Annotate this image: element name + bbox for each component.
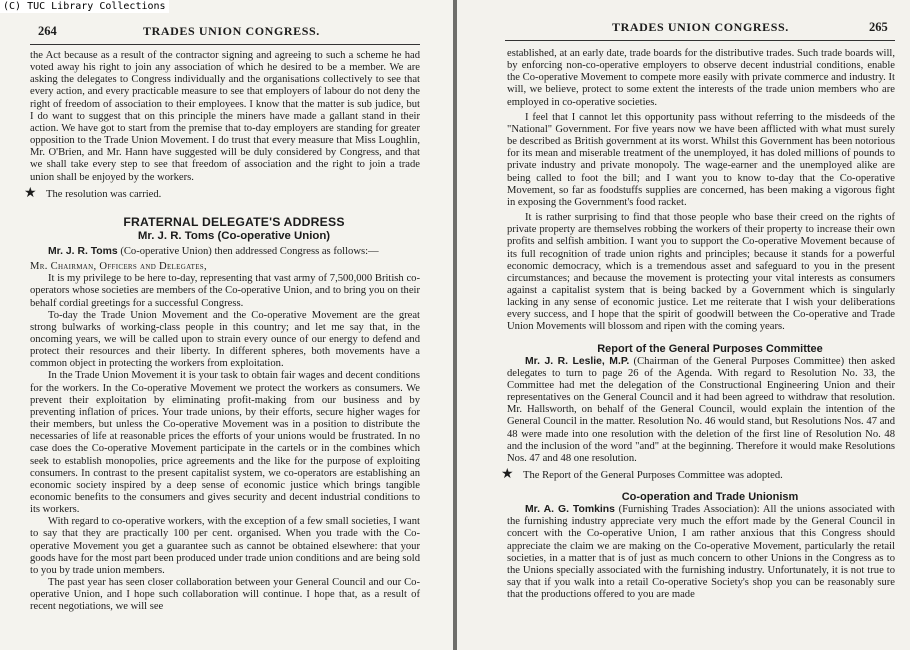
star-icon: ★ (501, 467, 514, 482)
paragraph: In the Trade Union Movement it is your task to obtain fair wages and decent conditions for the workers. In the Co-operative Movement we protect the workers as consumers. We prevent their exploitation by eliminating profit-making from our business and by preventing inflation of prices. Your trade unions, by their efforts, secure higher wages for their members, but unless the Co-operative Movement was in a position to distribute the necessaries of life at reasonable prices the efforts of your unions would be frustrated. In no case does the Co-operative Movement participate in the cartels or in the combines which seek to establish monopolies, price agreements and the like for the purpose of exploiting consumers. In contrast to the present capitalist system, we co-operators are establishing an economic society inspired by a deep sense of economic justice which brings tangible economic benefits to the consumers and gives security and decent industrial conditions to its workers. (30, 370, 420, 516)
paragraph: To-day the Trade Union Movement and the Co-operative Movement are the great strong bulwarks of working-class people in this country; and let me say that, in the oncoming years, we will be called upon to strain every ounce of our energy to defend and protect their resources and their liberty. In different spheres, both movements have a common object in protecting the workers from exploitation. (30, 309, 420, 370)
page-number: 265 (869, 20, 888, 34)
speaker-intro-text: (Co-operative Union) then addressed Congress as follows:— (120, 245, 379, 257)
star-icon: ★ (24, 185, 37, 201)
resolution-line (24, 185, 420, 201)
speaker-text: (Furnishing Trades Association): All the unions associated with the furnishing industry appreciate very much the effort made by the General Council in concert with the Co-operative Union, I am rather anxious that this Congress should appreciate the claim we are making on the Co-operative Movement, particularly the retail societies, in a matter that is of just as much concern to other Unions in the Congress as to the Unions specially associated with the furnishing industry. Unfortunately, it is not true to say that if you walk into a retail Co-operative Society's shop you can be reasonably sure that the productions offered to you are made (507, 504, 895, 601)
paragraph: It is rather surprising to find that those people who base their creed on the rights of private property are themselves robbing the workers of their property to increase their own profits and selfish ambition. I want you to support the Co-operative Movement because of its full recognition of trade union rights and principles; because it stands for a powerful economic democracy, which is a tremendous asset and safeguard to you in the present circumstances; and because the movement is protecting your vital interests as consumers against a capitalist system that is being backed by a Government which is singularly lacking in any sense of economic justice. Let me reiterate that I wish your deliberations every success, and I hope that the spirit of goodwill between the Co-operative and Trade Union Movements will blossom and ripen with the coming years. (507, 212, 895, 333)
paragraph: established, at an early date, trade boards for the distributive trades. Such trade boards will, by enforcing non-co-operative employers to observe decent industrial conditions, enable the Co-operative Movement to compete more easily with private commerce and industry. It will, we believe, protect to some extent the interests of the trade union members who are employed in co-operative societies. (507, 48, 895, 108)
speaker-intro (30, 246, 420, 258)
paragraph: The past year has seen closer collaboration between your General Council and our Co-operative Union, and I hope such collaboration will continue. I hope that, as a result of recent negotiations, we will see (30, 577, 420, 613)
resolution-line (501, 467, 895, 482)
paragraph: It is my privilege to be here to-day, representing that vast army of 7,500,000 British co-operators whose societies are members of the Co-operative Union, and to bring you on their behalf cordial greetings for a successful Congress. (30, 273, 420, 309)
salutation: Mr. Chairman, Officers and Delegates, (30, 261, 207, 273)
section-heading: Report of the General Purposes Committee (597, 342, 823, 355)
section-heading: Co-operation and Trade Unionism (621, 491, 799, 504)
right-page (457, 0, 910, 650)
paragraph: I feel that I cannot let this opportunity pass without referring to the misdeeds of the "National" Government. For five years now we have been afflicted with what must surely be described as British government at its worst. Whilst this Government has been notorious for its mean and miserable treatment of the unemployed, it has doled millions of pounds to private industry and private monopoly. The wage-earner and the unemployed alike are being called to foot the bill; and I want you to know to-day that the Co-operative Movement, so far as foodstuffs supplies are concerned, has been making a vigorous fight in exposing the Government's food racket. (507, 111, 895, 208)
speaker-paragraph (507, 504, 895, 601)
resolution-text: The resolution was carried. (46, 188, 162, 200)
speaker-name: Mr. J. R. Leslie, M.P. (525, 355, 630, 367)
page-number: 264 (38, 24, 57, 38)
header-rule (30, 44, 420, 45)
text-column (24, 50, 420, 614)
speaker-paragraph (507, 356, 895, 465)
section-title: FRATERNAL DELEGATE'S ADDRESS (123, 214, 345, 229)
paragraph: the Act because as a result of the contractor signing and agreeing to such a scheme he had voted away his right to join any association of which he desired to be a member. We are asking the delegates to Congress individually and the organisations collectively to see that every action, and every practicable measure to see that employers of labour do not deny the right of freedom of association to their employees. I know that the matter is sub judice, but I do want to suggest that on this principle the miners have made a gallant stand in their action. We have got to start from the premise that to-day employers are standing for greater opposition to the Trade Union Movement. I do trust that every measure that Miss Loughlin, Mr. O'Brien, and Mr. Hann have suggested will be duly considered by Congress, and that we shall take every step to see that freedom of association and the right to join a trade union shall be enjoyed by the workers. (30, 50, 420, 183)
running-head: TRADES UNION CONGRESS. (143, 24, 320, 38)
header-rule (505, 40, 895, 41)
speaker-name: Mr. A. G. Tomkins (525, 504, 615, 516)
copyright-notice: (C) TUC Library Collections (0, 0, 169, 13)
resolution-text: The Report of the General Purposes Committee was adopted. (523, 470, 783, 481)
speaker-text: (Chairman of the General Purposes Committee) then asked delegates to turn to page 26 of the Agenda. With regard to Resolution No. 33, the Committee had met the delegation of the Constructional Engineering Union and their representatives on the General Council and it had been agreed to withdraw that resolution. Mr. Hallsworth, on behalf of the General Council, would explain the intention of the General Council in the matter. Resolution No. 46 would stand, but Resolutions Nos. 47 and 48 were made into one resolution with the deletion of the first line of Resolution No. 48 and the inclusion of the word "and" at the beginning. Therefore it would make Resolutions Nos. 47 and 48 one resolution. (507, 355, 895, 464)
left-page (0, 0, 453, 650)
section-subtitle: Mr. J. R. Toms (Co-operative Union) (137, 229, 331, 242)
speaker-name: Mr. J. R. Toms (48, 245, 118, 257)
text-column (501, 48, 895, 601)
running-head: TRADES UNION CONGRESS. (612, 20, 789, 34)
paragraph: With regard to co-operative workers, with the exception of a few small societies, I want to say that they are practically 100 per cent. organised. When you trade with the Co-operative Movement you get a guarantee such as cannot be obtained elsewhere: that your goods have for the most part been produced under trade union conditions and are being sold to you by trade union members. (30, 516, 420, 576)
